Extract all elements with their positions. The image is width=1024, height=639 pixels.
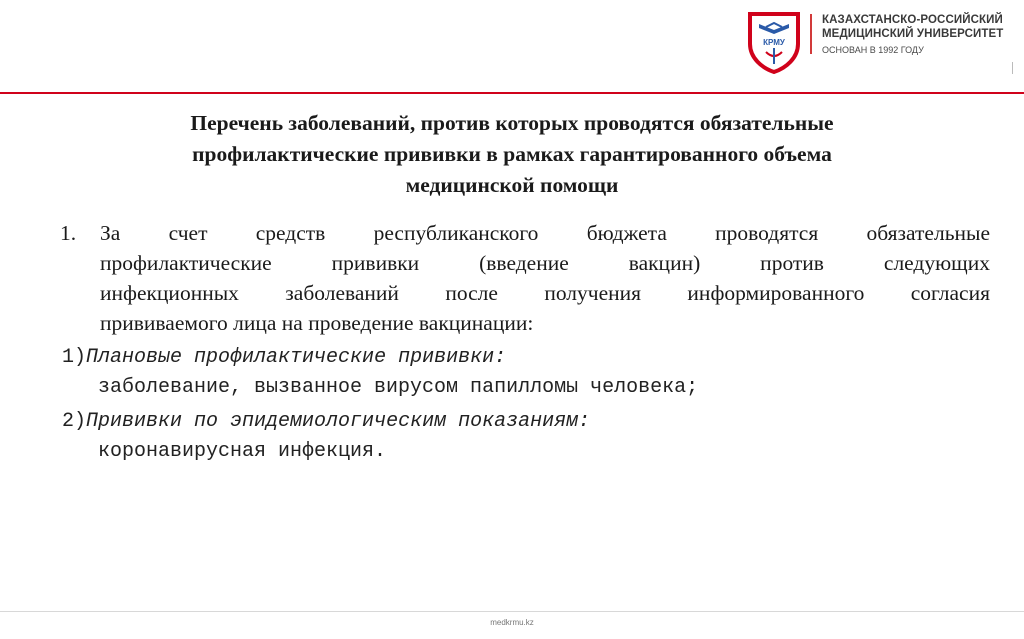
subitem-1-detail: заболевание, вызванное вирусом папилломы человека; — [98, 376, 699, 399]
subitem-heading-text: Прививки по эпидемиологическим показаниям: — [86, 410, 591, 433]
item-text-line: За счет средств республиканского бюджета проводятся обязательные — [100, 221, 990, 245]
item-text-line: прививаемого лица на проведение вакцинации: — [100, 311, 534, 335]
footer-site: medkrmu.kz — [490, 618, 534, 627]
university-logo — [746, 10, 802, 74]
footer-divider — [0, 611, 1024, 612]
subitem-1-heading — [62, 346, 506, 369]
slide-header — [0, 0, 1024, 92]
university-name-line-2: МЕДИЦИНСКИЙ УНИВЕРСИТЕТ — [822, 28, 1004, 40]
founded-label: ОСНОВАН В 1992 ГОДУ — [822, 45, 924, 55]
logo-divider — [810, 14, 812, 54]
slide-title — [40, 108, 984, 201]
title-line: медицинской помощи — [405, 173, 619, 197]
subitem-marker: 2) — [62, 410, 87, 433]
subitem-heading-text: Плановые профилактические прививки: — [86, 346, 507, 369]
title-line: Перечень заболеваний, против которых проводятся обязательные — [190, 111, 834, 135]
university-name — [822, 13, 1003, 57]
item-text-line: инфекционных заболеваний после получения информированного согласия — [100, 281, 990, 305]
header-divider — [0, 92, 1024, 94]
title-line: профилактические прививки в рамках гарантированного объема — [192, 142, 832, 166]
item-number: 1. — [60, 221, 77, 245]
subitem-marker: 1) — [62, 346, 87, 369]
corner-mark — [1012, 62, 1013, 74]
university-name-line-1: КАЗАХСТАНСКО-РОССИЙСКИЙ — [822, 14, 1003, 26]
logo-text: КРМУ — [763, 38, 785, 47]
numbered-item-1 — [60, 218, 990, 338]
subitem-2-heading — [62, 410, 590, 433]
subitem-2-detail: коронавирусная инфекция. — [98, 440, 387, 463]
item-text — [100, 218, 990, 338]
item-text-line: профилактические прививки (введение вакцин) против следующих — [100, 251, 990, 275]
